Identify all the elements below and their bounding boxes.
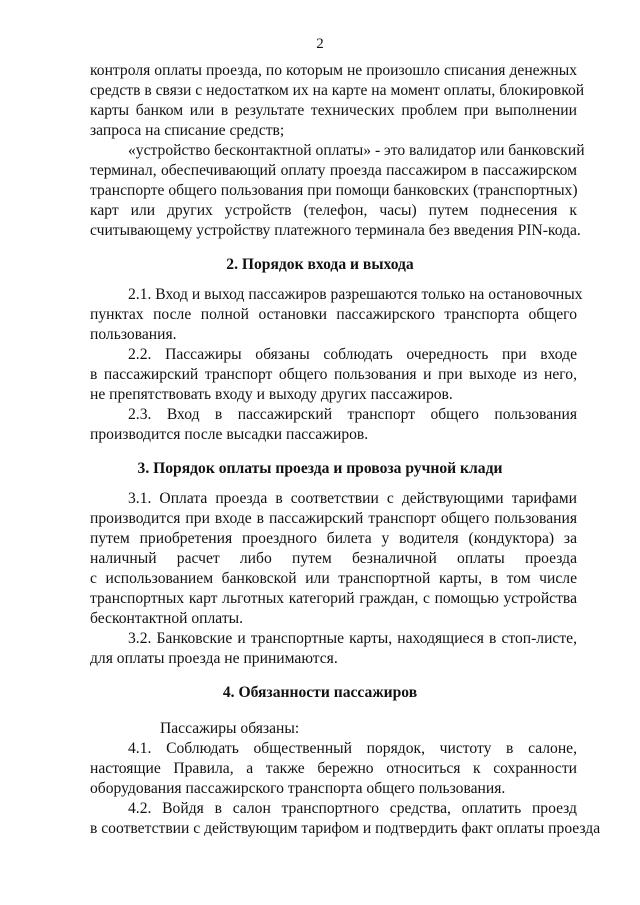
text-line: контроля оплаты проезда, по которым не произошло списания денежных	[90, 62, 577, 79]
text-line: транспортных карт льготных категорий граждан, с помощью устройства	[90, 590, 577, 607]
text-line: пунктах после полной остановки пассажирского транспорта общего	[90, 306, 577, 323]
text-line: не препятствовать входу и выходу других пассажиров.	[90, 386, 453, 403]
section-heading: 4. Обязанности пассажиров	[222, 684, 418, 701]
text-line: путем приобретения проездного билета у водителя (кондуктора) за	[90, 530, 577, 547]
text-line: наличный расчет либо путем безналичной оплаты проезда	[90, 550, 577, 567]
text-line: средств в связи с недостатком их на карте на момент оплаты, блокировкой	[90, 82, 585, 99]
text-line: 4.1. Соблюдать общественный порядок, чистоту в салоне,	[128, 740, 577, 757]
text-line: считывающему устройству платежного терминала без введения PIN-кода.	[90, 222, 581, 239]
text-line: пользования.	[90, 326, 177, 343]
text-line: карты банком или в результате технических проблем при выполнении	[90, 102, 577, 119]
text-line: 3.2. Банковские и транспортные карты, находящиеся в стоп-листе,	[128, 630, 577, 647]
section-heading: 3. Порядок оплаты проезда и провоза ручной клади	[137, 460, 503, 477]
text-line: терминал, обеспечивающий оплату проезда пассажиром в пассажирском	[90, 162, 577, 179]
text-line: 2.3. Вход в пассажирский транспорт общего пользования	[128, 406, 577, 423]
text-line: в пассажирский транспорт общего пользования и при выходе из него,	[90, 366, 577, 383]
text-line: Пассажиры обязаны:	[160, 720, 300, 737]
page-number: 2	[316, 36, 324, 52]
text-line: транспорте общего пользования при помощи банковских (транспортных)	[90, 182, 578, 199]
text-line: карт или других устройств (телефон, часы) путем поднесения к	[90, 202, 577, 219]
text-line: с использованием банковской или транспортной карты, в том числе	[90, 570, 577, 587]
text-line: настоящие Правила, а также бережно относиться к сохранности	[90, 760, 577, 777]
section-heading: 2. Порядок входа и выхода	[226, 256, 414, 273]
text-line: производится после высадки пассажиров.	[90, 426, 369, 443]
text-line: для оплаты проезда не принимаются.	[90, 650, 338, 667]
text-line: 2.2. Пассажиры обязаны соблюдать очередность при входе	[128, 346, 577, 363]
text-line: бесконтактной оплаты.	[90, 610, 244, 627]
text-line: запроса на списание средств;	[90, 122, 285, 139]
text-line: 3.1. Оплата проезда в соответствии с действующими тарифами	[128, 490, 577, 507]
text-line: 4.2. Войдя в салон транспортного средства, оплатить проезд	[128, 800, 577, 817]
text-line: 2.1. Вход и выход пассажиров разрешаются только на остановочных	[128, 286, 583, 303]
text-line: в соответствии с действующим тарифом и подтвердить факт оплаты проезда	[90, 820, 601, 837]
text-line: производится при входе в пассажирский транспорт общего пользования	[90, 510, 577, 527]
text-line: оборудования пассажирского транспорта общего пользования.	[90, 780, 506, 797]
text-line: «устройство бесконтактной оплаты» - это валидатор или банковский	[128, 142, 585, 159]
